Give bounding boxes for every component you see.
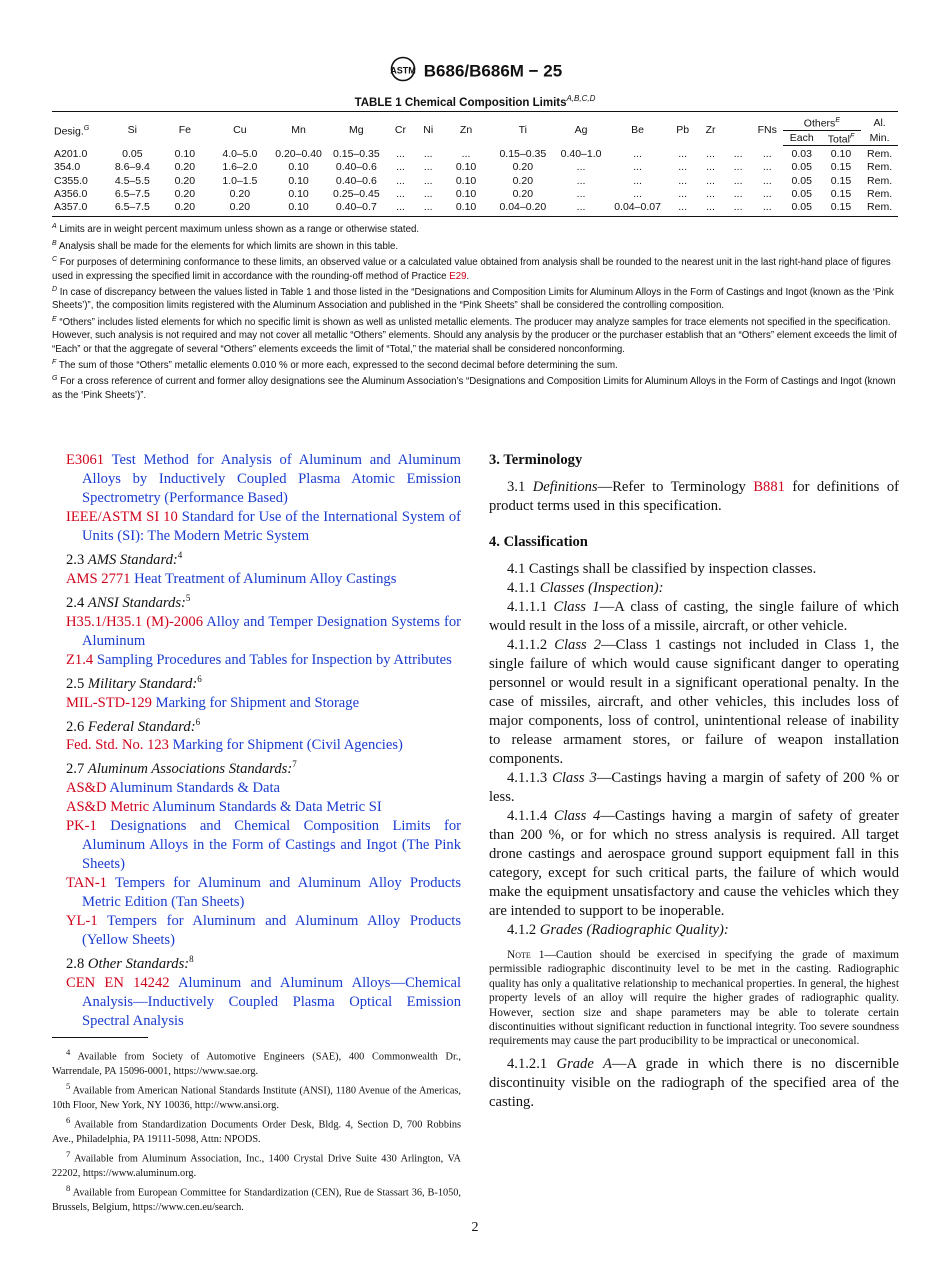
cell-fns: ... (752, 201, 783, 217)
cell-each: 0.05 (791, 174, 812, 187)
ref-asd: AS&D Aluminum Standards & Data (66, 780, 281, 797)
section-2-5: 2.5 Military Standard:$^6$ (66, 673, 202, 692)
cell-fns: ... (762, 174, 772, 187)
cell-mn: 0.20–0.40 (275, 147, 322, 160)
tan1-link[interactable]: TAN-1 (66, 875, 107, 892)
table-note-a: $^A$ Limits are in weight percent maximum unless shown as a range or otherwise stated. (52, 223, 420, 236)
ieee-link[interactable]: IEEE/ASTM SI 10 (66, 509, 178, 525)
col-pb: Pb (669, 112, 697, 146)
cell-si: 8.6–9.4 (114, 161, 150, 174)
cell-blank: ... (724, 201, 752, 217)
cell-be: ... (633, 147, 642, 160)
cell-cu: 1.6–2.0 (222, 161, 258, 174)
table-row (52, 161, 898, 174)
composition-table (52, 111, 898, 217)
col-mg: Mg (326, 112, 386, 146)
cell-zr: ... (706, 147, 715, 160)
cell-each: 0.05 (791, 161, 812, 174)
cell-mn: 0.10 (271, 201, 326, 217)
para-4-1-1-3: 4.1.1.3 Class 3—Castings having a margin of safety of 200 % or less. (489, 770, 900, 805)
cell-si: 6.5–7.5 (104, 201, 161, 217)
cell-al: Rem. (867, 174, 893, 187)
ref-fed: Fed. Std. No. 123 Marking for Shipment (Civil Agencies) (66, 737, 403, 754)
cell-total: 0.15 (830, 161, 852, 174)
ref-h35: H35.1/H35.1 (M)-2006 Alloy and Temper Designation Systems for Aluminum (66, 613, 462, 649)
right-column (489, 451, 899, 1112)
cell-ti: 0.20 (512, 187, 534, 200)
cell-mn: 0.10 (288, 174, 309, 187)
table-note-b: $^B$ Analysis shall be made for the elements for which limits are shown in this table. (52, 239, 399, 252)
cell-blank: ... (733, 161, 743, 174)
cell-fe: 0.10 (174, 147, 196, 160)
cell-al: Rem. (867, 148, 893, 160)
cell-si: 0.05 (122, 147, 143, 160)
yl1-link[interactable]: YL-1 (66, 913, 98, 930)
cell-blank: ... (733, 147, 743, 160)
para-4-1-1: 4.1.1 Classes (Inspection): (507, 580, 664, 596)
cell-fns: ... (762, 147, 772, 160)
cell-cr: ... (396, 174, 405, 187)
cell-pb: ... (678, 161, 688, 174)
cell-cu: 1.0–1.5 (222, 174, 258, 187)
note-1: Note 1—Caution should be exercised in specifying the grade of maximum permissible radiographic discontinuity level to be met in the casting. Radiographic quality has only a qualitative relationship to mechanical properties. In general, the highest property levels of an alloy will require the higher grades of radiographic quality. However, section size and shape parameters may be able to tolerate certain discontinuities without significant reduction in functional integrity. Too severe soundness requirements may cause the part producibility to be impractical or uneconomical. (489, 949, 899, 1048)
cell-fns: ... (762, 187, 772, 200)
cell-ti: 0.20 (512, 174, 534, 187)
col-blank (724, 112, 752, 146)
heading-classification: 4. Classification (489, 534, 588, 550)
svg-text:ASTM: ASTM (390, 65, 416, 76)
h35-link[interactable]: H35.1/H35.1 (M)-2006 (66, 613, 203, 630)
col-al-min: Min. (861, 130, 898, 146)
cell-each: 0.05 (783, 201, 821, 217)
cell-zr: ... (697, 201, 725, 217)
col-zr: Zr (697, 112, 725, 146)
page-header (0, 56, 950, 87)
cell-ag: ... (556, 201, 607, 217)
cell-si: 4.5–5.5 (114, 174, 150, 187)
table-row (52, 175, 898, 188)
cell-ni: ... (423, 161, 433, 174)
cell-total: 0.10 (830, 148, 852, 160)
col-total: Total$^F$ (821, 130, 861, 146)
page-footnotes (52, 1045, 461, 1215)
page-number: 2 (471, 1220, 479, 1235)
cell-be: ... (633, 187, 642, 200)
section-2-6: 2.6 Federal Standard:$^6$ (66, 716, 201, 735)
cell-ti: 0.15–0.35 (499, 147, 547, 160)
cell-cu: 0.20 (229, 187, 251, 200)
para-4-1-1-2: 4.1.1.2 Class 2—Class 1 castings not included in Class 1, the single failure of which would cause significant danger to operating personnel or would result in a significant operational penalty. In the case of missiles, aircraft, and other vehicles, this includes loss of major components, loss of control, unintentional release of inability to release armament stores, or failure of weapon installation components. (489, 637, 899, 767)
para-4-1-2-1: 4.1.2.1 Grade A—A grade in which there is no discernible discontinuity visible on the radiograph of the specified area of the casting. (489, 1055, 900, 1110)
cell-mg: 0.15–0.35 (332, 147, 380, 160)
cell-desig: 354.0 (54, 161, 81, 174)
col-ag: Ag (556, 112, 607, 146)
fed-link[interactable]: Fed. Std. No. 123 (66, 737, 169, 754)
cell-zr: ... (706, 161, 715, 174)
asd-metric-link[interactable]: AS&D Metric (66, 799, 150, 816)
cell-blank: ... (733, 174, 743, 187)
cell-ni: ... (414, 201, 442, 217)
ref-pk1: PK-1 Designations and Chemical Composition Limits for Aluminum Alloys in the Form of Castings and Ingot (The Pink Sheets) (66, 818, 461, 873)
para-4-1: 4.1 Castings shall be classified by inspection classes. (507, 561, 817, 577)
ref-mil: MIL-STD-129 Marking for Shipment and Storage (66, 694, 360, 711)
cell-fns: ... (762, 161, 772, 174)
cell-be: 0.04–0.07 (607, 201, 669, 217)
cell-mg: 0.40–0.6 (335, 161, 377, 174)
cell-desig: A201.0 (54, 147, 88, 160)
cell-total: 0.15 (830, 187, 852, 200)
cell-each: 0.03 (791, 148, 812, 160)
section-2-3: 2.3 AMS Standard:$^4$ (66, 550, 183, 568)
cell-blank: ... (733, 187, 743, 200)
cell-pb: ... (678, 187, 688, 200)
table-note-f: $^F$ The sum of those “Others” metallic elements 0.010 % or more each, expressed to the second decimal before determining the sum. (52, 358, 618, 372)
col-fe: Fe (161, 112, 209, 146)
ref-z14: Z1.4 Sampling Procedures and Tables for Inspection by Attributes (66, 651, 452, 668)
ref-yl1: YL-1 Tempers for Aluminum and Aluminum Alloy Products (Yellow Sheets) (66, 913, 461, 949)
table-title: TABLE 1 Chemical Composition Limits$^{A,B,C,D}$ (354, 94, 596, 109)
cell-ti: 0.04–0.20 (490, 201, 556, 217)
footnote-8: $^8$ Available from European Committee for Standardization (CEN), Rue de Stassart 36, B-1050, Brussels, Belgium, https://www.cen.eu/search. (52, 1183, 461, 1213)
astm-logo-icon (388, 56, 418, 87)
pk1-link[interactable]: PK-1 (66, 818, 97, 835)
cell-ag: ... (576, 187, 586, 200)
cell-zn: 0.10 (455, 187, 477, 200)
cell-fe: 0.20 (174, 187, 196, 200)
cell-ni: ... (423, 174, 433, 187)
cell-each: 0.05 (791, 187, 812, 200)
cell-mn: 0.10 (288, 161, 309, 174)
cell-mg: 0.40–0.7 (326, 201, 386, 217)
cell-ti: 0.20 (512, 161, 534, 174)
asd-link[interactable]: AS&D (66, 780, 107, 797)
col-cu: Cu (209, 112, 271, 146)
cell-pb: ... (669, 201, 697, 217)
section-2-4: 2.4 ANSI Standards:$^5$ (66, 592, 191, 611)
col-cr: Cr (387, 112, 415, 146)
cell-cr: ... (396, 187, 405, 200)
left-column (66, 451, 461, 1031)
col-si: Si (104, 112, 161, 146)
cell-fe: 0.20 (174, 174, 196, 187)
cell-ag: ... (576, 174, 586, 187)
footnote-6: $^6$ Available from Standardization Documents Order Desk, Bldg. 4, Section D, 700 Robbins Ave., Philadelphia, PA 19111-5098, Attn: NPODS. (52, 1115, 461, 1145)
table-footnotes (52, 220, 900, 402)
ref-e3061: E3061 Test Method for Analysis of Aluminum and Aluminum Alloys by Inductively Coupled Plasma Atomic Emission Spectrometry (Performance Based) (66, 452, 462, 506)
para-4-1-1-4: 4.1.1.4 Class 4—Castings having a margin of safety of greater than 200 %, or for which no stress analysis is required. All target drone castings and aerospace ground support equipment fall in this category, except for such critical parts, the failure of which would make the equipment unsatisfactory and cause the vehicles which they are intended to support to be inoperable. (489, 808, 899, 919)
ref-ieee: IEEE/ASTM SI 10 Standard for Use of the International System of Units (SI): The Modern Metric System (66, 509, 461, 544)
cell-mg: 0.25–0.45 (332, 187, 380, 200)
footnote-4: $^4$ Available from Society of Automotive Engineers (SAE), 400 Commonwealth Dr., Warrendale, PA 15096-0001, https://www.sae.org. (52, 1047, 461, 1077)
cell-fe: 0.20 (174, 161, 196, 174)
cell-cr: ... (387, 201, 415, 217)
cell-desig: A356.0 (54, 187, 88, 200)
cell-desig: C355.0 (54, 174, 88, 187)
mil-link[interactable]: MIL-STD-129 (66, 694, 152, 711)
cell-ag: ... (576, 161, 586, 174)
cell-cu: 4.0–5.0 (222, 147, 258, 160)
cell-total: 0.15 (830, 174, 852, 187)
ref-tan1: TAN-1 Tempers for Aluminum and Aluminum Alloy Products Metric Edition (Tan Sheets) (66, 875, 462, 911)
col-each: Each (783, 130, 821, 146)
col-be: Be (607, 112, 669, 146)
cell-total: 0.15 (821, 201, 861, 217)
col-desig: Desig.$^G$ (52, 112, 104, 146)
cell-pb: ... (678, 147, 688, 160)
cell-cu: 0.20 (209, 201, 271, 217)
cen-link[interactable]: CEN EN 14242 (66, 975, 170, 992)
table-row (52, 201, 898, 217)
cell-cr: ... (396, 161, 405, 174)
footnote-5: $^5$ Available from American National Standards Institute (ANSI), 1180 Avenue of the Americas, 10th Floor, New York, NY 10036, http://www.ansi.org. (52, 1081, 461, 1111)
b881-link[interactable]: B881 (753, 479, 785, 495)
cell-al: Rem. (867, 187, 893, 200)
ref-ams: AMS 2771 Heat Treatment of Aluminum Alloy Castings (66, 570, 397, 587)
col-ni: Ni (414, 112, 442, 146)
cell-ni: ... (423, 147, 433, 160)
table-note-c: $^C$ For purposes of determining conformance to these limits, an observed value or a calculated value obtained from analysis shall be rounded to the nearest unit in the last right-hand place of figures used in expressing the specified limit in accordance with the rounding-off method of Practice E29. (52, 256, 891, 282)
cell-zn: 0.10 (455, 174, 477, 187)
cell-zr: ... (706, 187, 715, 200)
cell-zn: ... (461, 147, 471, 160)
para-4-1-1-1: 4.1.1.1 Class 1—A class of casting, the single failure of which would result in the loss of a missile, aircraft, or other vehicle. (489, 599, 899, 634)
col-mn: Mn (271, 112, 326, 146)
table-row (52, 188, 898, 201)
ams-link[interactable]: AMS 2771 (66, 570, 131, 587)
cell-al: Rem. (861, 201, 898, 217)
cell-fe: 0.20 (161, 201, 209, 217)
para-3-1: 3.1 Definitions—Refer to Terminology B881 for definitions of product terms used in this specification. (489, 479, 899, 514)
footnote-divider (52, 1037, 148, 1038)
table-note-d: $^D$ In case of discrepancy between the values listed in Table 1 and those listed in the “Designations and Composition Limits for Aluminum Alloys in the Form of Castings and Ingot (known as the ‘Pink Sheets’)”, the composition limits registered with the Aluminum Association and published in the “Pink Sheets” shall be considered the controlling composition. (52, 285, 894, 312)
cell-cr: ... (396, 147, 405, 160)
section-2-8: 2.8 Other Standards:$^8$ (66, 954, 194, 973)
col-ti: Ti (490, 112, 556, 146)
cell-al: Rem. (867, 161, 893, 174)
cell-ni: ... (423, 187, 433, 200)
cell-zn: 0.10 (442, 201, 490, 217)
cell-ag: 0.40–1.0 (560, 147, 602, 160)
table-note-e: $^E$ “Others” includes listed elements for which no specific limit is shown as well as unlisted metallic elements. The producer may analyze samples for trace elements not specified in the specification. However, such analysis is not required and may not cover all metallic “Others” elements. Should any analysis by the producer or the purchaser establish that an “Others” element exceeds the limit of “Each” or that the aggregate of several “Others” elements exceeds the limit of “Total,” the material shall be considered nonconforming. (52, 315, 897, 355)
ref-cen: CEN EN 14242 Aluminum and Aluminum Alloys—Chemical Analysis—Inductively Coupled Plasma Optical Emission Spectral Analysis (66, 975, 462, 1030)
heading-terminology: 3. Terminology (489, 452, 583, 468)
col-fns: FNs (752, 112, 783, 146)
z14-link[interactable]: Z1.4 (66, 651, 94, 668)
cell-be: ... (633, 161, 642, 174)
cell-zn: 0.10 (455, 161, 477, 174)
col-al: Al. (861, 112, 898, 131)
e29-link[interactable]: E29 (449, 270, 467, 282)
cell-pb: ... (678, 174, 688, 187)
col-zn: Zn (442, 112, 490, 146)
cell-si: 6.5–7.5 (114, 187, 150, 200)
cell-be: ... (633, 174, 642, 187)
col-others: Others$^E$ (783, 112, 862, 131)
ref-asd-metric: AS&D Metric Aluminum Standards & Data Metric SI (66, 799, 382, 816)
para-4-1-2: 4.1.2 Grades (Radiographic Quality): (507, 922, 729, 938)
cell-zr: ... (706, 174, 715, 187)
e3061-link[interactable]: E3061 (66, 452, 105, 468)
cell-mg: 0.40–0.6 (335, 174, 377, 187)
cell-desig: A357.0 (52, 201, 104, 217)
table-row (52, 146, 898, 162)
document-designation: B686/B686M − 25 (423, 61, 563, 81)
cell-mn: 0.10 (288, 187, 309, 200)
table-note-g: $^G$ For a cross reference of current and former alloy designations see the Aluminum Association’s “Designations and Composition Limits for Aluminum Alloys in the Form of Castings and Ingot (known as the ‘Pink Sheets’)”. (52, 375, 896, 401)
footnote-7: $^7$ Available from Aluminum Association, Inc., 1400 Crystal Drive Suite 430 Arlington, VA 22202, https://www.aluminum.org. (52, 1149, 461, 1179)
section-2-7: 2.7 Aluminum Associations Standards:$^7$ (66, 759, 297, 778)
